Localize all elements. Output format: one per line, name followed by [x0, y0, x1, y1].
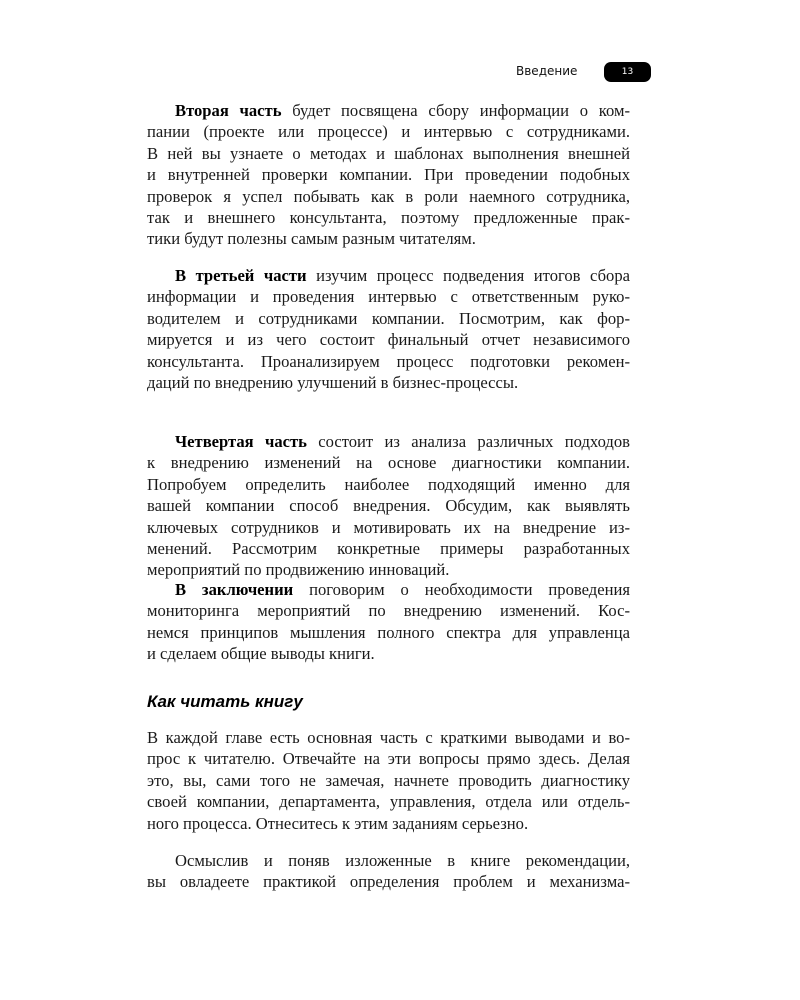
section-heading: Как читать книгу: [147, 692, 303, 711]
lead-bold: Вторая часть: [175, 101, 282, 120]
paragraph-how-to-read: В каждой главе есть основная часть с краткими выводами и во- прос к читателю. Отвечайте на эти вопросы прямо здесь. Делая это, вы, сами того не замечая, начнете проводить диагностику своей компании, департамента, управления, отдела или отдель- ного процесса. Отнеситесь к этим заданиям серьезно.: [147, 728, 630, 833]
paragraph-part-four: Четвертая часть состоит из анализа различных подходов к внедрению изменений на основе диагностики компании. Попробуем определить наиболее подходящий именно для вашей компании способ внедрения. Обсудим, как выявлять ключевых сотрудников и мотивировать их на внедрение из- менений. Рассмотрим конкретные примеры разработанных мероприятий по продвижению инноваций.: [147, 432, 630, 580]
paragraph-conclusion: В заключении поговорим о необходимости проведения мониторинга мероприятий по внедрению изменений. Кос- немся принципов мышления полного спектра для управленца и сделаем общие выводы книги.: [147, 580, 630, 664]
page-number-badge: 13: [604, 62, 651, 82]
paragraph-recommendations: Осмыслив и поняв изложенные в книге рекомендации, вы овладеете практикой определения проблем и механизма-: [147, 851, 630, 892]
paragraph-part-two: Вторая часть будет посвящена сбору информации о ком- пании (проекте или процессе) и интервью с сотрудниками. В ней вы узнаете о методах и шаблонах выполнения внешней и внутренней проверки компании. При проведении подобных проверок я успел побывать как в роли наемного сотрудника, так и внешнего консультанта, поэтому предложенные прак- тики будут полезны самым разным читателям.: [147, 101, 630, 249]
paragraph-part-three: В третьей части изучим процесс подведения итогов сбора информации и проведения интервью с ответственным руко- водителем и сотрудниками компании. Посмотрим, как фор- мируется и из чего состоит финальный отчет независимого консультанта. Проанализируем процесс подготовки рекомен- даций по внедрению улучшений в бизнес-процессы.: [147, 266, 630, 393]
running-header: Введение: [516, 64, 578, 78]
lead-bold: Четвертая часть: [175, 432, 307, 451]
lead-bold: В третьей части: [175, 266, 307, 285]
lead-bold: В заключении: [175, 580, 294, 599]
